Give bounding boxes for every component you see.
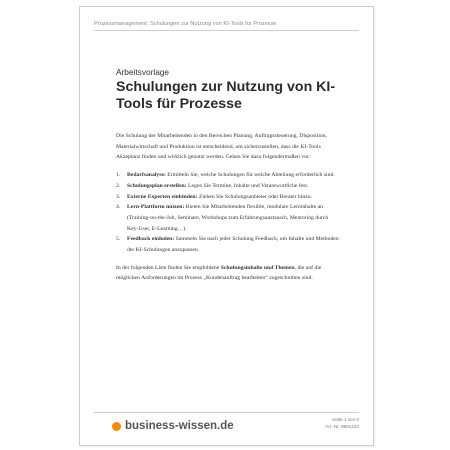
outro-lead: In der folgenden Liste finden Sie empfohlene — [116, 264, 221, 271]
list-item-heading: Schulungsplan erstellen: — [127, 182, 187, 189]
footer-divider — [94, 412, 359, 413]
list-item-text: Legen Sie Termine, Inhalte und Verantwortliche fest. — [188, 182, 309, 189]
list-item-text: Ermitteln Sie, welche Schulungen für welche Abteilung erforderlich sind. — [167, 172, 335, 179]
list-item — [116, 181, 340, 192]
list-item-number: 2. — [116, 182, 121, 189]
document-page — [79, 6, 374, 446]
list-item-heading: Feedback einholen: — [127, 236, 175, 243]
logo-dot-icon — [112, 422, 121, 431]
list-item-text: Bieten Sie Mitarbeitenden flexible, modulare Lerninhalte an (Training-on-the-Job, Seminare, Workshops zum Erfahrungsaustausch, Mentoring durch Key-User, E-Learning…). — [127, 204, 329, 232]
list-item — [116, 234, 340, 255]
list-item-number: 4. — [116, 204, 121, 211]
list-item-text: Sammeln Sie nach jeder Schulung Feedback, um Inhalte und Methoden der KI-Schulungen anzupassen. — [127, 236, 339, 254]
list-item-heading: Lern-Plattform nutzen: — [127, 204, 185, 211]
running-header: Prozessmanagement: Schulungen zur Nutzung von KI-Tools für Prozesse — [94, 21, 359, 31]
document-body — [116, 131, 340, 291]
document-kicker: Arbeitsvorlage — [116, 67, 170, 77]
brand-logo[interactable] — [112, 420, 234, 432]
outro-emphasis: Schulungsinhalte und Themen — [220, 264, 295, 271]
steps-list — [116, 170, 340, 256]
list-item-number: 3. — [116, 193, 121, 200]
list-item-text: Ziehen Sie Schulungsanbieter oder Berater hinzu. — [198, 193, 312, 200]
list-item-heading: Externe Experten einbinden: — [127, 193, 198, 200]
outro-paragraph — [116, 263, 340, 284]
list-item — [116, 202, 340, 234]
list-item — [116, 170, 340, 181]
logo-text: business-wissen.de — [125, 420, 234, 432]
outro-tail: , die auf die möglichen Anforderungen im Prozess „Kundenauftrag bearbeiten“ zugeschnitten sind. — [116, 264, 322, 282]
list-item-number: 5. — [116, 236, 121, 243]
document-title: Schulungen zur Nutzung von KI-Tools für Prozesse — [116, 79, 336, 112]
page-number: Seite 1 von 5 — [332, 417, 359, 422]
intro-paragraph: Die Schulung der Mitarbeitenden in den Bereichen Planung, Auftragssteuerung, Disposition, Materialwirtschaft und Produktion ist entscheidend, um sicherzustellen, dass die KI-Tools Akzeptanz finden und wirklich genutzt werden. Gehen Sie dazu folgendermaßen vor: — [116, 133, 328, 161]
list-item-number: 1. — [116, 172, 121, 179]
article-number: Art.-Nr. 9801243 — [325, 424, 359, 429]
list-item-heading: Bedarfsanalyse: — [127, 172, 166, 179]
page-info — [325, 416, 359, 430]
list-item — [116, 192, 340, 203]
